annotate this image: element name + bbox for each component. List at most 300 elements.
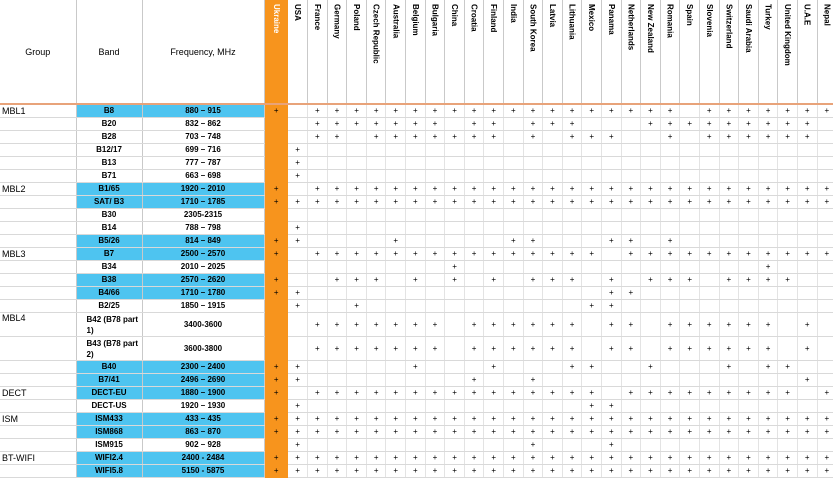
support-cell	[445, 209, 465, 222]
support-cell	[641, 222, 661, 235]
support-cell: +	[719, 183, 739, 196]
support-cell: +	[504, 413, 524, 426]
support-cell	[562, 235, 582, 248]
group-cell	[0, 337, 76, 361]
support-cell: +	[543, 337, 563, 361]
support-cell	[308, 235, 328, 248]
table-row	[0, 248, 833, 261]
support-cell: +	[602, 337, 622, 361]
support-cell: +	[719, 274, 739, 287]
support-cell	[758, 287, 778, 300]
support-cell	[719, 235, 739, 248]
support-cell	[386, 300, 406, 313]
support-cell	[778, 235, 798, 248]
support-cell: +	[562, 361, 582, 374]
support-cell	[817, 439, 833, 452]
support-cell: +	[264, 104, 288, 118]
support-cell: +	[660, 118, 680, 131]
support-cell	[327, 144, 347, 157]
support-cell: +	[817, 387, 833, 400]
table-row	[0, 222, 833, 235]
support-cell	[660, 222, 680, 235]
band-cell: B20	[76, 118, 142, 131]
group-cell	[0, 274, 76, 287]
support-cell	[366, 300, 386, 313]
support-cell: +	[504, 183, 524, 196]
support-cell: +	[602, 413, 622, 426]
support-cell	[464, 261, 484, 274]
support-cell: +	[758, 248, 778, 261]
support-cell: +	[699, 196, 719, 209]
support-cell	[464, 209, 484, 222]
support-cell	[602, 118, 622, 131]
support-cell: +	[621, 452, 641, 465]
support-cell	[719, 300, 739, 313]
support-cell: +	[504, 196, 524, 209]
support-cell: +	[739, 465, 759, 478]
support-cell: +	[817, 104, 833, 118]
support-cell: +	[366, 196, 386, 209]
country-label: Australia	[391, 4, 401, 39]
support-cell	[680, 439, 700, 452]
support-cell: +	[680, 413, 700, 426]
support-cell: +	[641, 361, 661, 374]
support-cell	[406, 374, 426, 387]
support-cell: +	[504, 465, 524, 478]
support-cell: +	[445, 131, 465, 144]
header-country	[778, 0, 798, 104]
support-cell: +	[680, 248, 700, 261]
header-country	[680, 0, 700, 104]
header-country	[758, 0, 778, 104]
support-cell	[366, 261, 386, 274]
support-cell	[504, 361, 524, 374]
support-cell	[464, 170, 484, 183]
support-cell: +	[778, 387, 798, 400]
support-cell: +	[621, 235, 641, 248]
support-cell: +	[366, 248, 386, 261]
support-cell: +	[504, 452, 524, 465]
support-cell: +	[758, 337, 778, 361]
support-cell: +	[602, 183, 622, 196]
table-row	[0, 426, 833, 439]
support-cell: +	[406, 337, 426, 361]
support-cell: +	[288, 400, 308, 413]
support-cell: +	[543, 196, 563, 209]
support-cell: +	[425, 118, 445, 131]
support-cell: +	[719, 248, 739, 261]
support-cell: +	[288, 196, 308, 209]
support-cell: +	[778, 452, 798, 465]
support-cell: +	[582, 465, 602, 478]
support-cell: +	[543, 426, 563, 439]
support-cell: +	[758, 261, 778, 274]
support-cell	[719, 170, 739, 183]
table-row	[0, 361, 833, 374]
support-cell: +	[660, 387, 680, 400]
support-cell	[719, 209, 739, 222]
table-row	[0, 118, 833, 131]
support-cell: +	[621, 248, 641, 261]
support-cell	[504, 170, 524, 183]
support-cell	[817, 131, 833, 144]
support-cell	[288, 131, 308, 144]
support-cell: +	[778, 361, 798, 374]
frequency-cell: 880 – 915	[142, 104, 264, 118]
band-cell: B42 (B78 part 1)	[76, 313, 142, 337]
support-cell: +	[680, 196, 700, 209]
support-cell	[680, 361, 700, 374]
support-cell: +	[660, 235, 680, 248]
support-cell: +	[621, 196, 641, 209]
support-cell: +	[562, 426, 582, 439]
support-cell: +	[288, 157, 308, 170]
support-cell: +	[621, 387, 641, 400]
support-cell: +	[778, 426, 798, 439]
support-cell: +	[366, 452, 386, 465]
band-cell: ISM433	[76, 413, 142, 426]
support-cell: +	[680, 118, 700, 131]
support-cell	[778, 313, 798, 337]
support-cell	[660, 261, 680, 274]
support-cell	[425, 374, 445, 387]
country-label: Panama	[606, 4, 616, 35]
support-cell: +	[641, 183, 661, 196]
support-cell	[386, 157, 406, 170]
support-cell: +	[778, 131, 798, 144]
support-cell: +	[327, 183, 347, 196]
support-cell	[680, 104, 700, 118]
support-cell	[327, 209, 347, 222]
band-cell: B14	[76, 222, 142, 235]
support-cell: +	[543, 313, 563, 337]
support-cell	[543, 131, 563, 144]
country-label: Latvia	[548, 4, 558, 28]
support-cell	[386, 274, 406, 287]
header-country	[327, 0, 347, 104]
frequency-cell: 2300 – 2400	[142, 361, 264, 374]
country-label: U.A.E	[802, 4, 812, 26]
support-cell	[366, 287, 386, 300]
support-cell	[288, 209, 308, 222]
support-cell: +	[425, 465, 445, 478]
support-cell: +	[445, 413, 465, 426]
support-cell	[464, 235, 484, 248]
support-cell	[445, 337, 465, 361]
support-cell	[327, 361, 347, 374]
support-cell	[347, 131, 367, 144]
support-cell: +	[660, 413, 680, 426]
support-cell	[699, 287, 719, 300]
support-cell: +	[386, 131, 406, 144]
support-cell	[425, 235, 445, 248]
support-cell	[504, 274, 524, 287]
support-cell	[386, 222, 406, 235]
support-cell: +	[817, 452, 833, 465]
support-cell: +	[464, 465, 484, 478]
support-cell: +	[464, 196, 484, 209]
support-cell: +	[308, 196, 328, 209]
support-cell	[582, 118, 602, 131]
support-cell: +	[288, 413, 308, 426]
support-cell	[523, 222, 543, 235]
support-cell	[778, 337, 798, 361]
support-cell: +	[621, 337, 641, 361]
support-cell	[308, 170, 328, 183]
support-cell: +	[562, 413, 582, 426]
support-cell: +	[464, 248, 484, 261]
support-cell	[504, 374, 524, 387]
support-cell	[797, 274, 817, 287]
header-country	[523, 0, 543, 104]
support-cell	[660, 374, 680, 387]
support-cell	[347, 400, 367, 413]
support-cell	[264, 144, 288, 157]
support-cell	[264, 400, 288, 413]
support-cell	[641, 400, 661, 413]
support-cell: +	[582, 131, 602, 144]
support-cell: +	[484, 118, 504, 131]
support-cell	[347, 287, 367, 300]
support-cell: +	[562, 387, 582, 400]
support-cell	[484, 374, 504, 387]
support-cell: +	[504, 313, 524, 337]
support-cell: +	[425, 337, 445, 361]
support-cell	[778, 374, 798, 387]
band-cell: B30	[76, 209, 142, 222]
header-band: Band	[76, 0, 142, 104]
country-label: United Kingdom	[783, 4, 793, 66]
support-cell	[523, 209, 543, 222]
support-cell: +	[778, 183, 798, 196]
support-cell	[308, 274, 328, 287]
support-cell	[543, 209, 563, 222]
support-cell: +	[641, 413, 661, 426]
support-cell	[621, 209, 641, 222]
header-country	[621, 0, 641, 104]
support-cell: +	[543, 183, 563, 196]
support-cell: +	[386, 196, 406, 209]
support-cell	[366, 361, 386, 374]
support-cell	[621, 439, 641, 452]
support-cell: +	[602, 452, 622, 465]
support-cell	[582, 157, 602, 170]
support-cell	[484, 209, 504, 222]
table-row	[0, 439, 833, 452]
support-cell	[621, 274, 641, 287]
support-cell: +	[562, 337, 582, 361]
band-cell: ISM868	[76, 426, 142, 439]
support-cell: +	[484, 337, 504, 361]
support-cell	[621, 400, 641, 413]
support-cell	[660, 287, 680, 300]
support-cell: +	[797, 413, 817, 426]
support-cell: +	[523, 118, 543, 131]
support-cell: +	[308, 452, 328, 465]
support-cell: +	[484, 452, 504, 465]
support-cell	[484, 170, 504, 183]
support-cell	[464, 361, 484, 374]
support-cell	[504, 157, 524, 170]
support-cell	[425, 209, 445, 222]
support-cell	[386, 361, 406, 374]
support-cell	[406, 222, 426, 235]
support-cell: +	[425, 413, 445, 426]
support-cell: +	[288, 235, 308, 248]
support-cell	[621, 222, 641, 235]
group-cell	[0, 374, 76, 387]
support-cell: +	[484, 196, 504, 209]
support-cell	[327, 439, 347, 452]
support-cell	[680, 261, 700, 274]
support-cell: +	[778, 248, 798, 261]
support-cell: +	[582, 400, 602, 413]
support-cell	[264, 131, 288, 144]
support-cell: +	[406, 118, 426, 131]
support-cell	[680, 222, 700, 235]
group-cell	[0, 144, 76, 157]
group-cell	[0, 287, 76, 300]
header-country	[602, 0, 622, 104]
support-cell: +	[425, 387, 445, 400]
support-cell: +	[504, 426, 524, 439]
support-cell: +	[484, 387, 504, 400]
support-cell: +	[719, 361, 739, 374]
support-cell: +	[366, 413, 386, 426]
support-cell	[406, 400, 426, 413]
support-cell	[680, 209, 700, 222]
frequency-cell: 2400 - 2484	[142, 452, 264, 465]
support-cell	[621, 144, 641, 157]
support-cell	[264, 261, 288, 274]
support-cell	[366, 170, 386, 183]
support-cell	[758, 439, 778, 452]
support-cell: +	[699, 183, 719, 196]
support-cell: +	[562, 118, 582, 131]
support-cell: +	[699, 131, 719, 144]
support-cell	[464, 400, 484, 413]
support-cell: +	[621, 287, 641, 300]
support-cell	[366, 235, 386, 248]
support-cell	[817, 287, 833, 300]
frequency-cell: 832 – 862	[142, 118, 264, 131]
support-cell: +	[308, 313, 328, 337]
support-cell: +	[778, 413, 798, 426]
country-label: Croatia	[469, 4, 479, 32]
group-cell	[0, 261, 76, 274]
support-cell	[817, 118, 833, 131]
support-cell: +	[719, 196, 739, 209]
support-cell: +	[739, 387, 759, 400]
header-country	[739, 0, 759, 104]
table-row	[0, 465, 833, 478]
support-cell: +	[386, 118, 406, 131]
support-cell	[445, 374, 465, 387]
support-cell: +	[366, 274, 386, 287]
support-cell	[543, 374, 563, 387]
support-cell: +	[758, 465, 778, 478]
support-cell	[699, 361, 719, 374]
country-label: Turkey	[763, 4, 773, 30]
support-cell	[699, 209, 719, 222]
support-cell	[660, 144, 680, 157]
support-cell	[543, 361, 563, 374]
support-cell: +	[758, 274, 778, 287]
support-cell	[425, 222, 445, 235]
support-cell	[445, 287, 465, 300]
support-cell	[641, 439, 661, 452]
header-country	[264, 0, 288, 104]
support-cell	[699, 374, 719, 387]
support-cell: +	[386, 465, 406, 478]
group-cell	[0, 300, 76, 313]
support-cell	[308, 157, 328, 170]
support-cell: +	[562, 274, 582, 287]
support-cell	[543, 400, 563, 413]
support-cell: +	[308, 426, 328, 439]
support-cell: +	[288, 287, 308, 300]
support-cell: +	[660, 131, 680, 144]
support-cell: +	[406, 183, 426, 196]
support-cell: +	[264, 465, 288, 478]
band-cell: B43 (B78 part 2)	[76, 337, 142, 361]
support-cell	[562, 400, 582, 413]
header-country	[699, 0, 719, 104]
band-cell: B34	[76, 261, 142, 274]
support-cell	[484, 235, 504, 248]
support-cell: +	[264, 426, 288, 439]
support-cell: +	[680, 274, 700, 287]
support-cell	[641, 235, 661, 248]
support-cell	[562, 287, 582, 300]
support-cell	[739, 261, 759, 274]
support-cell: +	[386, 337, 406, 361]
support-cell	[797, 144, 817, 157]
support-cell: +	[582, 361, 602, 374]
support-cell	[264, 313, 288, 337]
support-cell: +	[386, 104, 406, 118]
support-cell	[327, 170, 347, 183]
support-cell	[758, 157, 778, 170]
support-cell	[621, 374, 641, 387]
support-cell	[445, 361, 465, 374]
support-cell: +	[680, 465, 700, 478]
support-cell	[386, 209, 406, 222]
support-cell: +	[797, 465, 817, 478]
support-cell	[308, 400, 328, 413]
support-cell: +	[523, 465, 543, 478]
support-cell	[758, 144, 778, 157]
support-cell: +	[817, 183, 833, 196]
support-cell: +	[797, 118, 817, 131]
header-country	[386, 0, 406, 104]
header-country	[366, 0, 386, 104]
frequency-cell: 902 – 928	[142, 439, 264, 452]
support-cell: +	[484, 248, 504, 261]
support-cell: +	[699, 452, 719, 465]
support-cell: +	[817, 196, 833, 209]
support-cell	[680, 144, 700, 157]
country-label: South Korea	[528, 4, 538, 52]
support-cell: +	[347, 465, 367, 478]
support-cell	[699, 261, 719, 274]
support-cell	[778, 170, 798, 183]
support-cell	[366, 439, 386, 452]
support-cell	[308, 261, 328, 274]
support-cell: +	[680, 337, 700, 361]
band-cell: DECT-EU	[76, 387, 142, 400]
support-cell: +	[445, 452, 465, 465]
